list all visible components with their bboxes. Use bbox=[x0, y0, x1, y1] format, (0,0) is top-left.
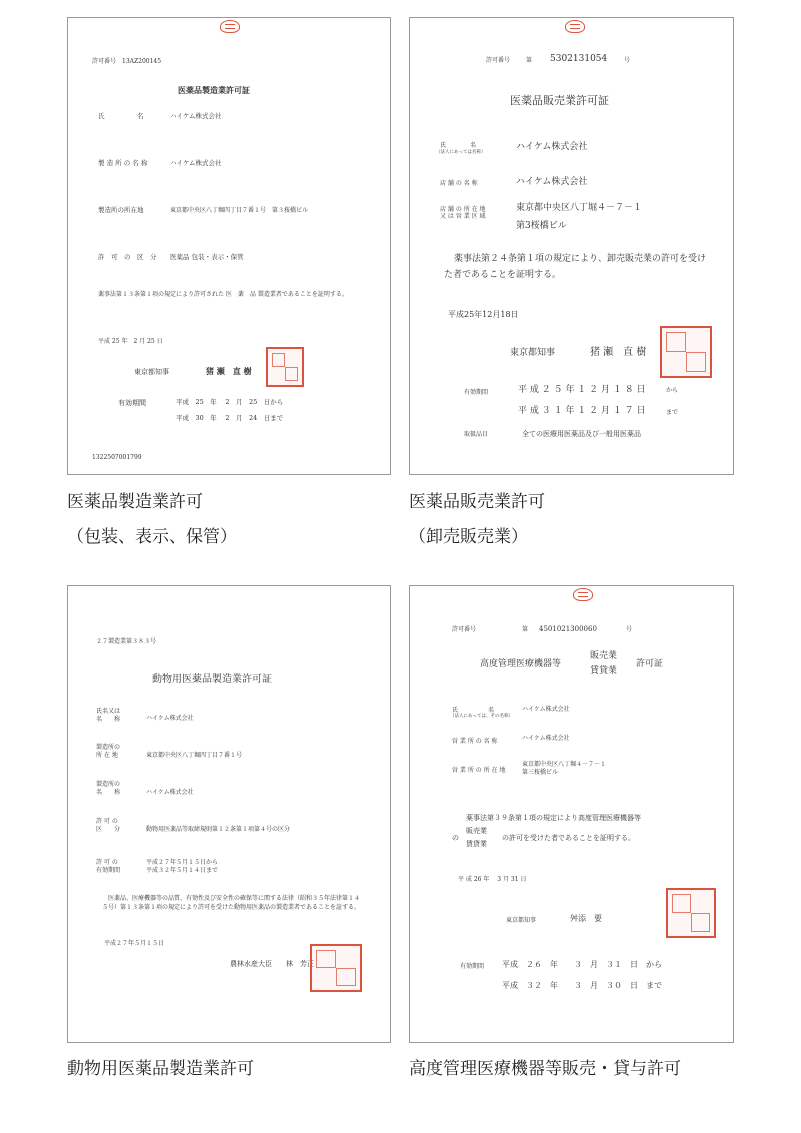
validity-label: 有効期間 bbox=[464, 389, 489, 396]
issue-date: 平成25年12月18日 bbox=[448, 310, 519, 319]
items-label: 取扱品目 bbox=[464, 431, 489, 438]
signer-title: 東京都知事 bbox=[134, 368, 169, 376]
name-label: 氏 名 bbox=[440, 142, 477, 149]
statement: 薬事法第１３条第１項の規定により許可された 医 薬 品 製造業者であることを証明する。 bbox=[98, 291, 348, 298]
title-part-a: 高度管理医療機器等 bbox=[480, 659, 562, 669]
certificate-veterinary-manufacturing-license bbox=[67, 585, 391, 1043]
validity-to: 平成 ３２ 年 ３ 月 ３０ 日 まで bbox=[502, 981, 662, 990]
license-go: 号 bbox=[626, 626, 633, 633]
address-label-2: 又 は 営 業 区 域 bbox=[440, 213, 486, 220]
store-label: 店 舗 の 名 称 bbox=[440, 180, 478, 187]
signer-title: 東京都知事 bbox=[510, 348, 556, 358]
name-label: 氏 名 bbox=[452, 707, 495, 714]
category-value: 医薬品 包装・表示・保管 bbox=[170, 253, 244, 261]
address-label: 営 業 所 の 所 在 地 bbox=[452, 767, 506, 774]
validity-from: 平 成 ２ ５ 年 １ ２ 月 １ ８ 日 bbox=[518, 385, 646, 395]
validity-to: 平 成 ３ １ 年 １ ２ 月 １ ７ 日 bbox=[518, 406, 646, 416]
office-value: ハイケム株式会社 bbox=[522, 735, 570, 742]
seal-emblem-icon bbox=[573, 588, 593, 601]
license-label: 許可番号 bbox=[452, 626, 477, 633]
date-value-2: 平成３２年５月１４日まで bbox=[146, 867, 219, 874]
seal-emblem-icon bbox=[565, 20, 585, 33]
name-sublabel: （法人にあっては、その名称） bbox=[450, 714, 513, 719]
category-value: 動物用医薬品等取締規則第１２条第１項第４号の区分 bbox=[146, 826, 291, 833]
category-label: 許 可 の 区 分 bbox=[98, 253, 157, 261]
validity-label: 有効期間 bbox=[460, 963, 485, 970]
items-value: 全ての医療用医薬品及び一般用医薬品 bbox=[522, 430, 641, 438]
caption-medical-device-license: 高度管理医療機器等販売・貸与許可 bbox=[409, 1059, 681, 1079]
issue-date: 平成 25 年 2 月 25 日 bbox=[98, 338, 163, 345]
signer-name: 猪 瀬 直 樹 bbox=[206, 366, 252, 376]
signer: 農林水産大臣 林 芳正 bbox=[230, 960, 314, 968]
facility-value: ハイケム株式会社 bbox=[146, 789, 194, 796]
seal-emblem-icon bbox=[220, 20, 240, 33]
address-value-2: 第3桜橋ビル bbox=[516, 221, 567, 231]
validity-from-suffix: から bbox=[666, 387, 679, 394]
caption-manufacturing-license: 医薬品製造業許可 bbox=[67, 492, 203, 512]
category-label-2: 区 分 bbox=[96, 826, 121, 833]
name-label: 氏 名 bbox=[98, 112, 144, 120]
facility-value: ハイケム株式会社 bbox=[170, 159, 222, 167]
store-value: ハイケム株式会社 bbox=[516, 177, 588, 187]
name-label-1: 氏名又は bbox=[96, 708, 121, 715]
date-label-2: 有効期間 bbox=[96, 867, 121, 874]
category-label-1: 許 可 の bbox=[96, 818, 118, 825]
statement: 医薬品、医療機器等の品質、有効性及び安全性の確保等に関する法律（昭和３５年法律第１４５号）第１３条第１項の規定により許可を受けた動物用医薬品の製造業者であることを証する。 bbox=[102, 895, 361, 912]
caption-veterinary-license: 動物用医薬品製造業許可 bbox=[67, 1059, 254, 1079]
address-value-1: 東京都中央区八丁堀４－７－１ bbox=[522, 761, 607, 768]
certificate-title: 医薬品製造業許可証 bbox=[178, 85, 250, 95]
certificate-manufacturing-license bbox=[67, 17, 391, 475]
location-value: 東京都中央区八丁堀四丁目７番１号 bbox=[146, 752, 243, 759]
statement-business-2: 賃貸業 bbox=[466, 840, 487, 848]
address-label: 製造所の所在地 bbox=[98, 206, 144, 214]
license-go: 号 bbox=[624, 57, 631, 64]
official-seal-stamp bbox=[310, 944, 362, 992]
official-seal-stamp bbox=[660, 326, 712, 378]
official-seal-stamp bbox=[266, 347, 304, 387]
title-part-c: 許可証 bbox=[636, 659, 664, 669]
address-label-1: 店 舗 の 所 在 地 bbox=[440, 206, 486, 213]
facility-label-1: 製造所の bbox=[96, 781, 121, 788]
name-value: ハイケム株式会社 bbox=[146, 715, 194, 722]
name-value: ハイケム株式会社 bbox=[170, 112, 222, 120]
validity-to-suffix: まで bbox=[666, 409, 679, 416]
issue-date: 平成２７年５月１５日 bbox=[104, 940, 165, 947]
title-part-b1: 販売業 bbox=[590, 651, 618, 661]
statement-line-1: 薬事法第３９条第１項の規定により高度管理医療機器等 bbox=[466, 814, 641, 822]
name-value: ハイケム株式会社 bbox=[516, 142, 588, 152]
name-value: ハイケム株式会社 bbox=[522, 706, 570, 713]
caption-sales-scope: （卸売販売業） bbox=[409, 527, 528, 547]
issue-date: 平 成 26 年 3 月 31 日 bbox=[458, 876, 527, 883]
license-dai: 第 bbox=[522, 626, 529, 633]
date-label-1: 許 可 の bbox=[96, 859, 118, 866]
date-value-1: 平成２７年５月１５日から bbox=[146, 859, 219, 866]
name-label-2: 名 称 bbox=[96, 716, 121, 723]
certificate-sales-license bbox=[409, 17, 734, 475]
license-number: 4501021300060 bbox=[539, 625, 597, 633]
statement-line-2: の許可を受けた者であることを証明する。 bbox=[502, 834, 635, 842]
name-sublabel: （法人にあっては名称） bbox=[436, 150, 486, 155]
validity-from: 平成 ２６ 年 ３ 月 ３１ 日 から bbox=[502, 960, 662, 969]
license-number: 5302131054 bbox=[550, 54, 608, 64]
statement-business-1: 販売業 bbox=[466, 827, 487, 835]
address-value-2: 第三桜橋ビル bbox=[522, 769, 559, 776]
signer-name: 舛添 要 bbox=[570, 914, 602, 923]
license-dai: 第 bbox=[526, 57, 533, 64]
title-part-b2: 賃貸業 bbox=[590, 666, 618, 676]
statement-no: の bbox=[452, 834, 459, 842]
signer-title: 東京都知事 bbox=[506, 917, 537, 924]
certificate-title: 動物用医薬品製造業許可証 bbox=[152, 674, 272, 685]
caption-manufacturing-scope: （包装、表示、保管） bbox=[67, 527, 237, 547]
license-number: ２７製造業第３８３号 bbox=[96, 638, 157, 645]
footer-number: 1322507001799 bbox=[92, 454, 142, 461]
caption-sales-license: 医薬品販売業許可 bbox=[409, 492, 545, 512]
license-label: 許可番号 bbox=[486, 57, 511, 64]
certificate-medical-device-license bbox=[409, 585, 734, 1043]
location-label-1: 製造所の bbox=[96, 744, 121, 751]
signer-name: 猪 瀬 直 樹 bbox=[590, 347, 647, 358]
license-number: 許可番号 13AZ200145 bbox=[92, 58, 162, 65]
certificate-title: 医薬品販売業許可証 bbox=[510, 94, 609, 107]
validity-from: 平成 25 年 2 月 25 日から bbox=[176, 398, 284, 406]
validity-label: 有効期間 bbox=[118, 399, 146, 407]
official-seal-stamp bbox=[666, 888, 716, 938]
statement: 薬事法第２４条第１項の規定により、卸売販売業の許可を受けた者であることを証明する。 bbox=[444, 254, 707, 280]
address-value-1: 東京都中央区八丁堀４－７－１ bbox=[516, 203, 643, 213]
office-label: 営 業 所 の 名 称 bbox=[452, 738, 498, 745]
facility-label-2: 名 称 bbox=[96, 789, 121, 796]
facility-label: 製 造 所 の 名 称 bbox=[98, 159, 148, 167]
location-label-2: 所 在 地 bbox=[96, 752, 118, 759]
address-value: 東京都中央区八丁堀四丁目７番１号 第３桜橋ビル bbox=[170, 207, 309, 214]
validity-to: 平成 30 年 2 月 24 日まで bbox=[176, 414, 284, 422]
